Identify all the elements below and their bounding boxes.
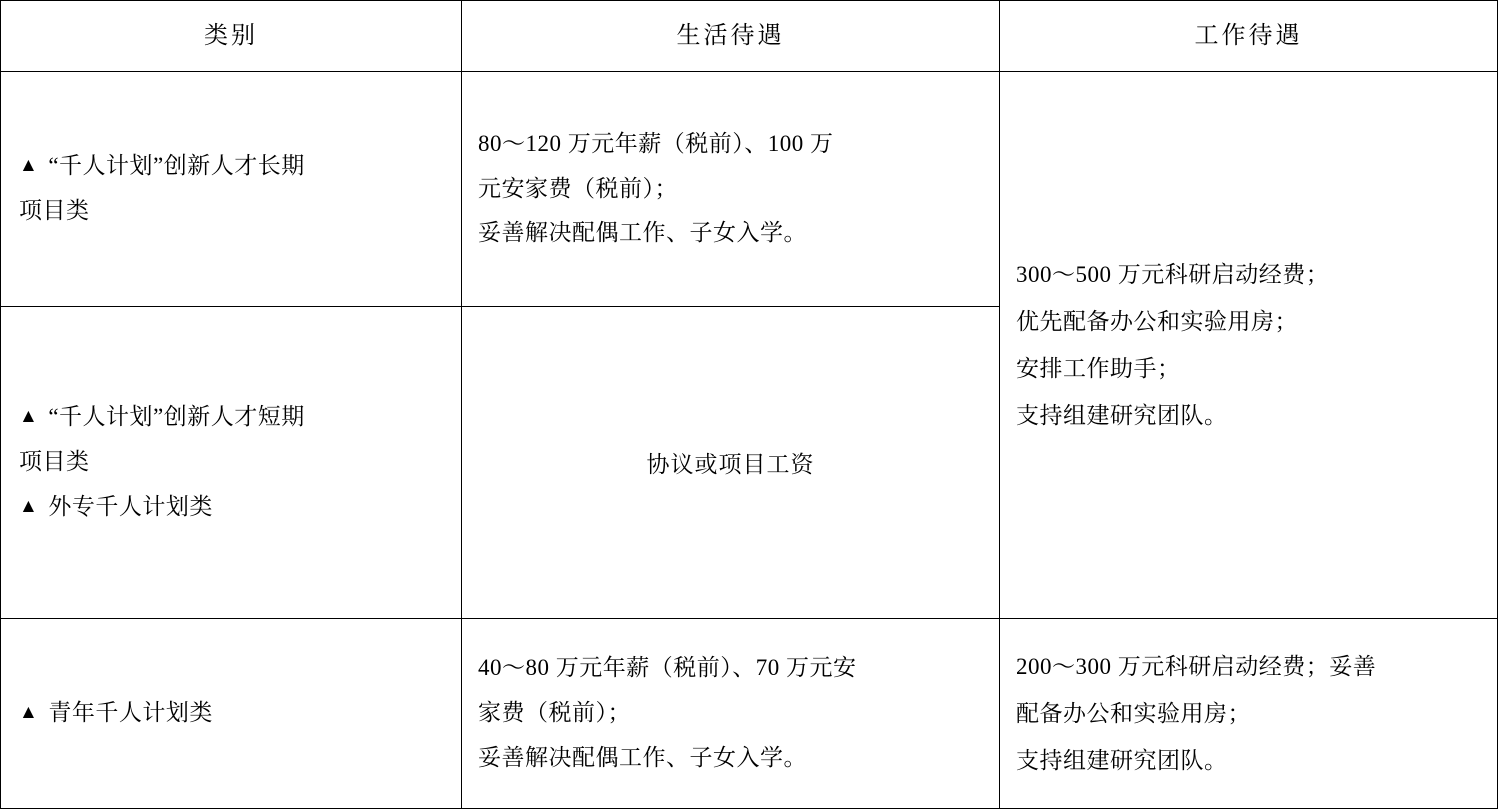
category-line [19,485,447,530]
category-text: “千人计划”创新人才短期 [48,404,305,430]
header-label-work-benefits: 工作待遇 [1194,22,1303,49]
category-text: 青年千人计划类 [48,700,213,726]
living-benefits-line: 80～120 万元年薪（税前）、100 万 [478,130,834,156]
category-line [19,189,447,234]
category-cell-row2 [1,307,462,619]
header-label-category: 类别 [204,22,258,49]
living-benefits-cell-row3 [462,619,1000,809]
living-benefits-line: 协议或项目工资 [646,452,815,477]
header-cell-work-benefits [1000,1,1498,72]
work-benefits-line: 200～300 万元科研启动经费；妥善 [1016,653,1377,679]
category-text: 项目类 [19,198,90,223]
living-benefits-cell-row1 [462,72,1000,307]
living-benefits-cell-row2 [462,307,1000,619]
category-line [19,440,447,485]
work-benefits-line: 优先配备办公和实验用房； [1016,308,1298,334]
living-benefits-line: 家费（税前）； [478,700,631,726]
category-text: “千人计划”创新人才长期 [48,153,305,179]
header-cell-category [1,1,462,72]
work-benefits-line: 300～500 万元科研启动经费； [1016,261,1330,287]
category-line [19,144,447,189]
category-line [19,691,447,736]
header-cell-living-benefits [462,1,1000,72]
triangle-bullet-icon: ▲ [19,495,39,517]
header-label-living-benefits: 生活待遇 [676,22,785,49]
table-row [1,619,1498,809]
living-benefits-line: 妥善解决配偶工作、子女入学。 [478,744,807,770]
category-cell-row1 [1,72,462,307]
category-text: 外专千人计划类 [48,493,213,519]
living-benefits-line: 40～80 万元年薪（税前）、70 万元安 [478,655,857,681]
work-benefits-line: 支持组建研究团队。 [1016,748,1228,774]
work-benefits-line: 支持组建研究团队。 [1016,403,1228,429]
living-benefits-line: 妥善解决配偶工作、子女入学。 [478,220,807,246]
living-benefits-line: 元安家费（税前）； [478,175,678,201]
table-row [1,72,1498,307]
work-benefits-line: 安排工作助手； [1016,356,1181,381]
category-text: 项目类 [19,449,90,475]
triangle-bullet-icon: ▲ [19,702,39,724]
category-line [19,395,447,440]
triangle-bullet-icon: ▲ [19,406,39,428]
triangle-bullet-icon: ▲ [19,155,39,177]
category-cell-row3 [1,619,462,809]
work-benefits-line: 配备办公和实验用房； [1016,700,1251,726]
work-benefits-cell-merged [1000,72,1498,619]
table-header-row [1,1,1498,72]
work-benefits-cell-row3 [1000,619,1498,809]
